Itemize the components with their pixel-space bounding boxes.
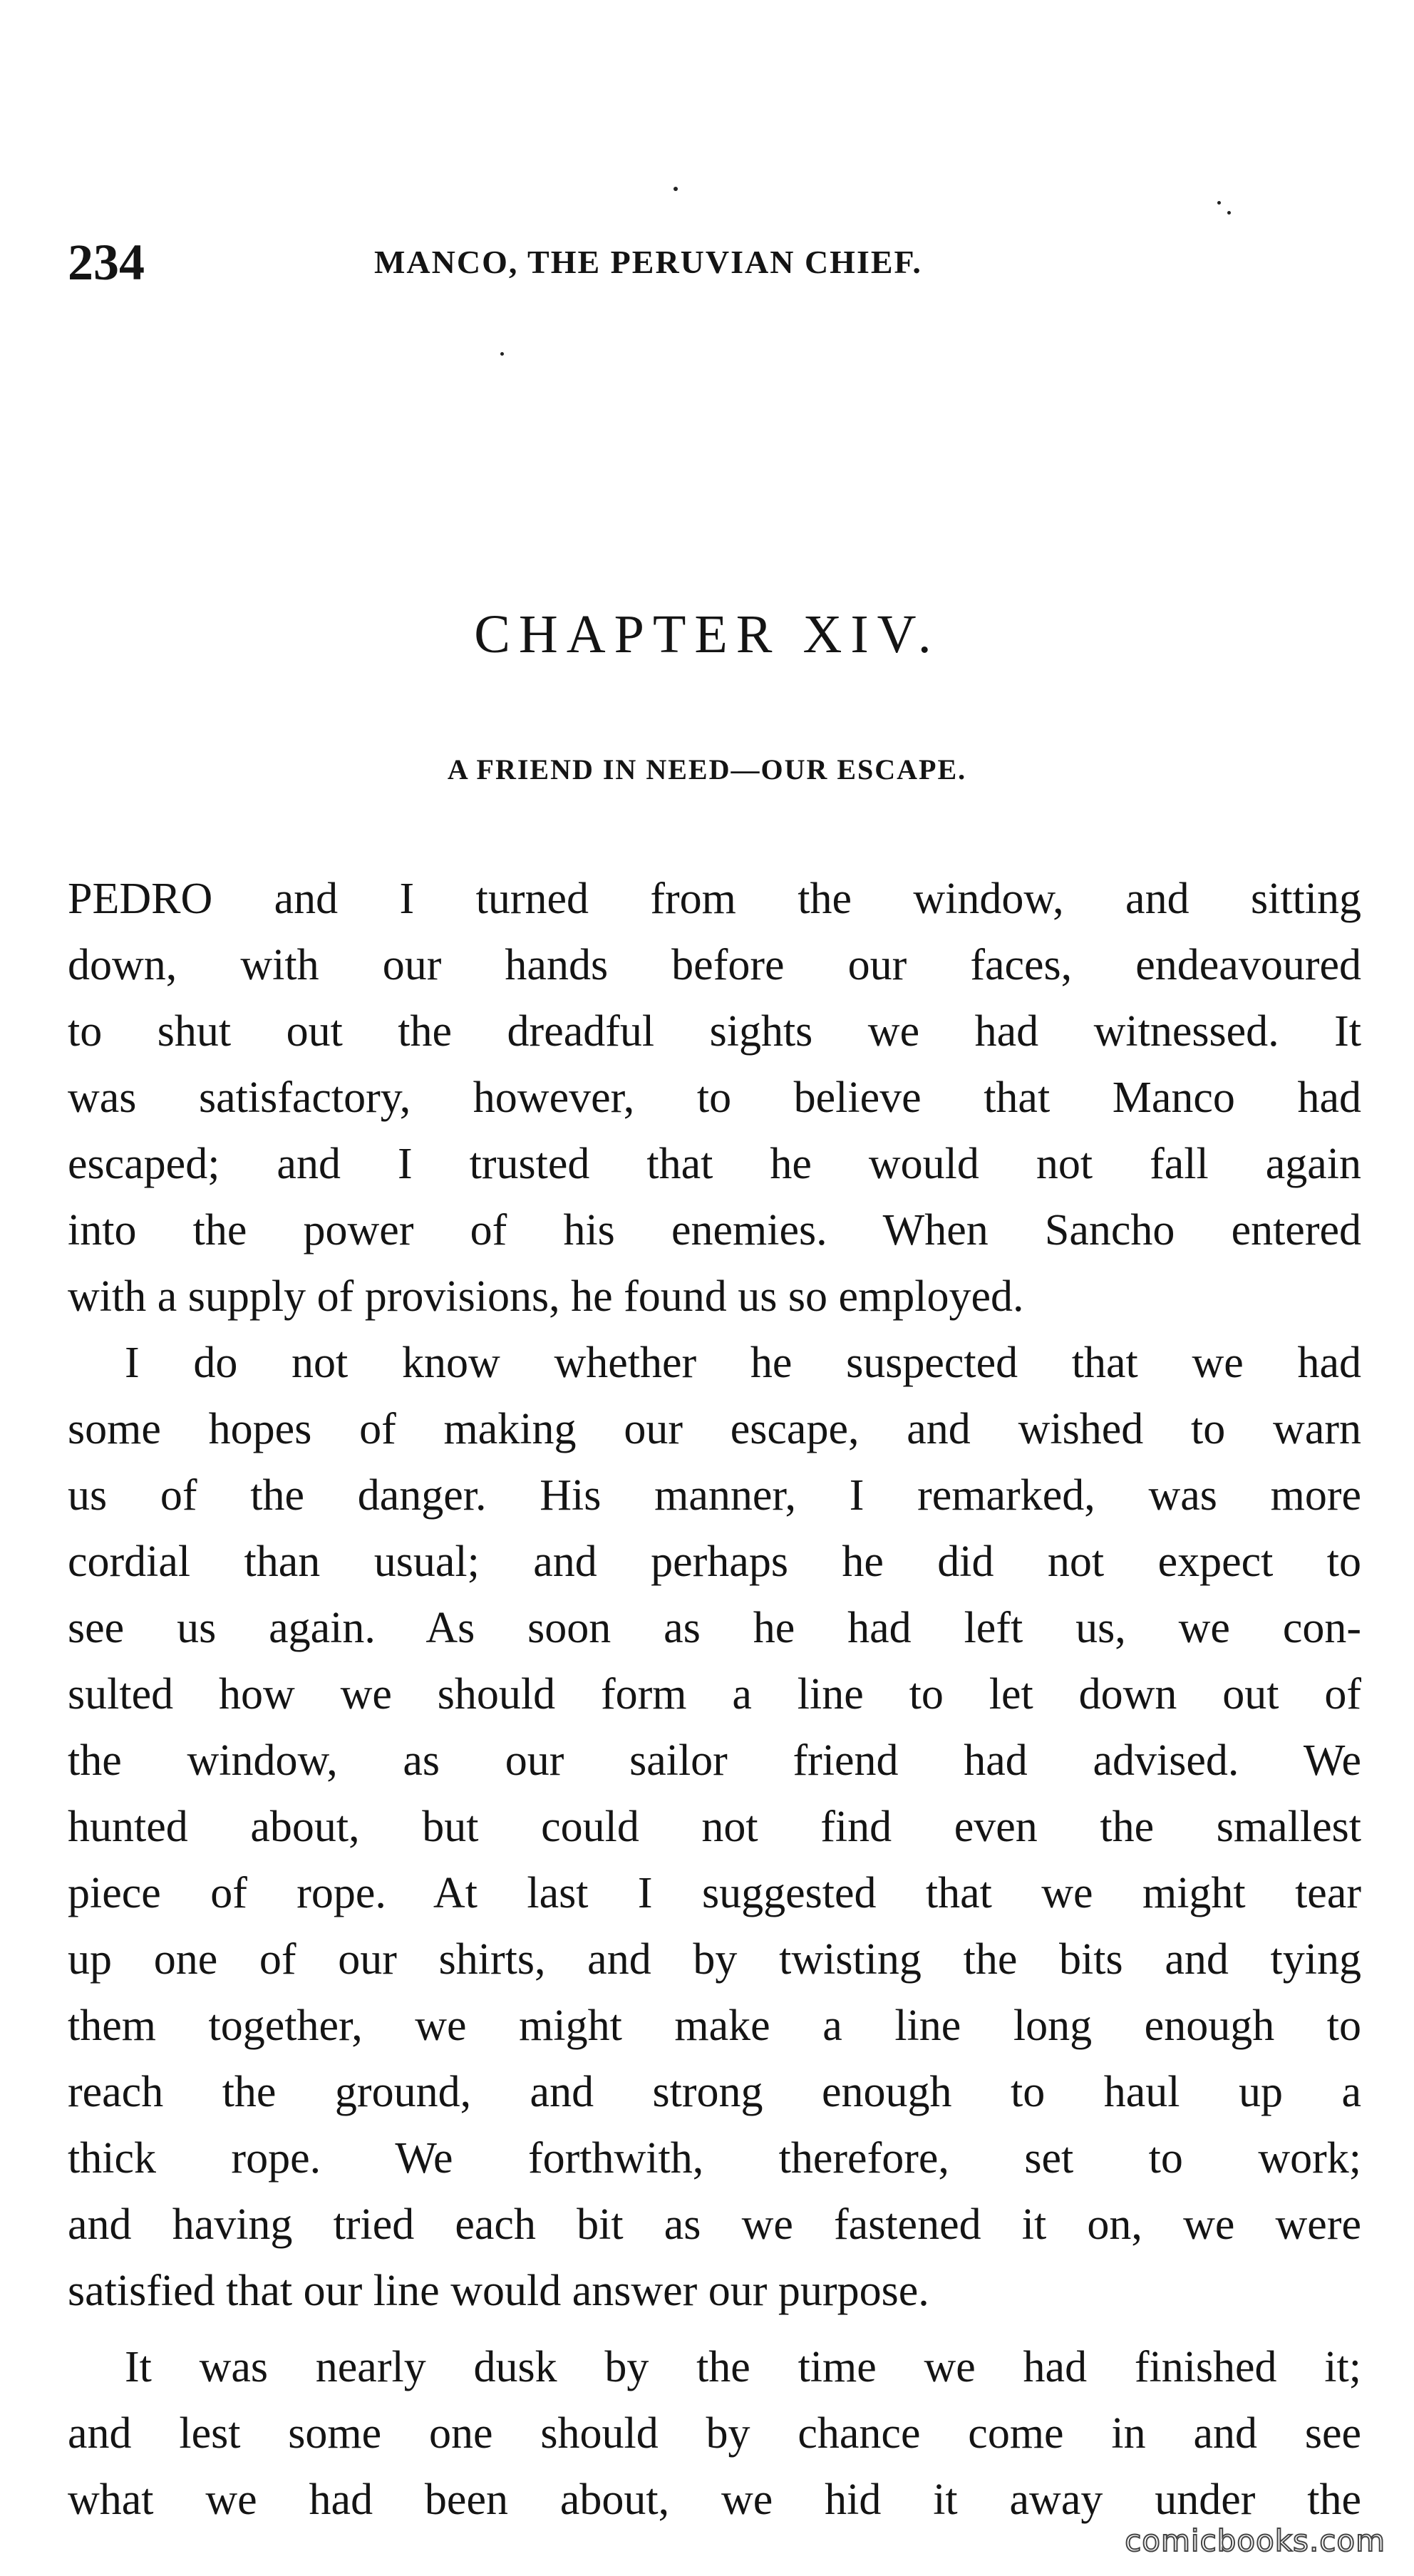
- text-line: escaped; and I trusted that he would not fall again: [68, 1140, 1361, 1188]
- page-number: 234: [68, 234, 145, 291]
- text-line: and having tried each bit as we fastened it on, we were: [68, 2200, 1361, 2249]
- print-speck: [1227, 211, 1231, 215]
- print-speck: [674, 187, 678, 191]
- running-title: MANCO, THE PERUVIAN CHIEF.: [374, 244, 922, 280]
- text-line: thick rope. We forthwith, therefore, set to work;: [68, 2134, 1361, 2183]
- running-head: [68, 227, 1365, 298]
- text-line: reach the ground, and strong enough to haul up a: [68, 2068, 1361, 2116]
- text-line: us of the danger. His manner, I remarked, was more: [68, 1471, 1361, 1520]
- text-line: hunted about, but could not find even the smallest: [68, 1803, 1361, 1851]
- paragraph-3: [68, 2334, 1361, 2533]
- text-line: was satisfactory, however, to believe that Manco had: [68, 1073, 1361, 1122]
- text-line: down, with our hands before our faces, endeavoured: [68, 941, 1361, 989]
- watermark: comicbooks.com: [1125, 2523, 1385, 2558]
- text-line: and lest some one should by chance come in and see: [68, 2409, 1361, 2458]
- text-line: some hopes of making our escape, and wished to warn: [68, 1405, 1361, 1453]
- body-text: [68, 866, 1361, 2533]
- chapter-subtitle: A FRIEND IN NEED—OUR ESCAPE.: [447, 753, 967, 785]
- text-line: the window, as our sailor friend had advised. We: [68, 1736, 1361, 1785]
- text-line: into the power of his enemies. When Sancho entered: [68, 1206, 1361, 1254]
- print-speck: [500, 352, 504, 356]
- text-line: what we had been about, we hid it away under the: [68, 2475, 1361, 2524]
- text-line: cordial than usual; and perhaps he did not expect to: [68, 1537, 1361, 1586]
- chapter-title: CHAPTER XIV.: [474, 604, 940, 664]
- text-line: with a supply of provisions, he found us so employed.: [68, 1272, 1024, 1321]
- text-line: piece of rope. At last I suggested that we might tear: [68, 1869, 1361, 1917]
- paragraph-2: [68, 1330, 1361, 2324]
- print-speck: [1217, 201, 1221, 205]
- text-line: to shut out the dreadful sights we had witnessed. It: [68, 1007, 1361, 1056]
- text-line: satisfied that our line would answer our purpose.: [68, 2267, 929, 2315]
- text-line: PEDRO and I turned from the window, and sitting: [68, 875, 1361, 923]
- text-line: see us again. As soon as he had left us, we con-: [68, 1604, 1361, 1652]
- paragraph-1: [68, 866, 1361, 1330]
- paragraph-gap: [68, 2324, 1361, 2334]
- text-line: sulted how we should form a line to let down out of: [68, 1670, 1361, 1719]
- text-line: I do not know whether he suspected that we had: [125, 1339, 1361, 1387]
- text-line: It was nearly dusk by the time we had finished it;: [125, 2343, 1361, 2391]
- text-line: up one of our shirts, and by twisting the bits and tying: [68, 1935, 1361, 1984]
- text-line: them together, we might make a line long enough to: [68, 2001, 1361, 2050]
